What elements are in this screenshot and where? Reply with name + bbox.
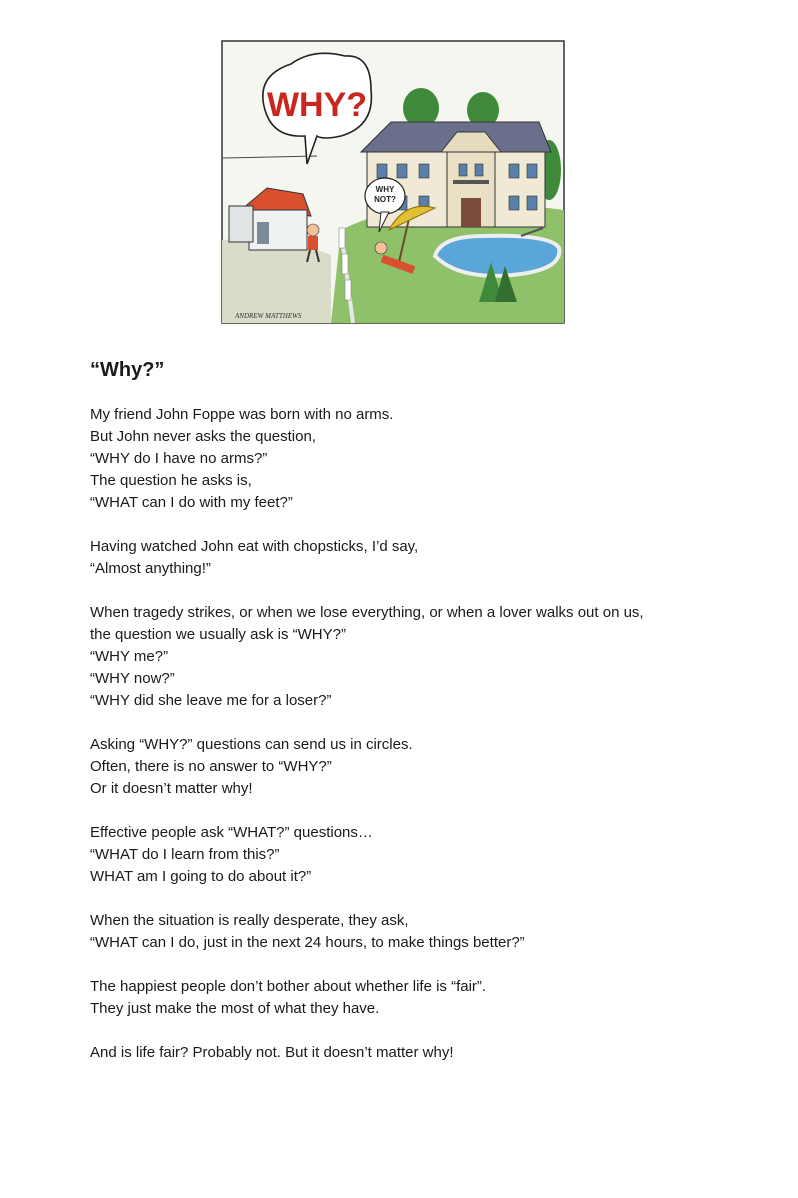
why-not-speech-line-2: NOT? [374, 195, 396, 204]
text-line: “WHY do I have no arms?” [90, 450, 268, 467]
cartoon-illustration [221, 40, 565, 324]
artist-signature: ANDREW MATTHEWS [235, 312, 302, 320]
text-line: The happiest people don’t bother about whether life is “fair”. [90, 978, 487, 995]
article-body [90, 404, 770, 1086]
why-speech-text: WHY? [266, 86, 368, 124]
text-line: “WHY me?” [90, 648, 169, 665]
text-line: “Almost anything!” [90, 560, 211, 577]
paragraph [90, 976, 770, 1020]
paragraph [90, 536, 770, 580]
text-line: My friend John Foppe was born with no arms. [90, 406, 394, 423]
text-line: They just make the most of what they have. [90, 1000, 380, 1017]
paragraph [90, 404, 770, 514]
text-line: the question we usually ask is “WHY?” [90, 626, 346, 643]
text-line: WHAT am I going to do about it?” [90, 868, 312, 885]
text-line: But John never asks the question, [90, 428, 316, 445]
paragraph [90, 910, 770, 954]
text-line: “WHY did she leave me for a loser?” [90, 692, 332, 709]
text-line: Having watched John eat with chopsticks, I’d say, [90, 538, 419, 555]
text-line: Often, there is no answer to “WHY?” [90, 758, 332, 775]
text-line: “WHY now?” [90, 670, 175, 687]
text-line: When tragedy strikes, or when we lose everything, or when a lover walks out on us, [90, 604, 644, 621]
text-line: “WHAT can I do with my feet?” [90, 494, 293, 511]
text-line: Asking “WHY?” questions can send us in circles. [90, 736, 413, 753]
text-line: When the situation is really desperate, they ask, [90, 912, 409, 929]
paragraph [90, 734, 770, 800]
paragraph [90, 822, 770, 888]
text-line: Or it doesn’t matter why! [90, 780, 253, 797]
text-line: And is life fair? Probably not. But it doesn’t matter why! [90, 1044, 454, 1061]
text-line: Effective people ask “WHAT?” questions… [90, 824, 373, 841]
page-title: “Why?” [90, 359, 165, 381]
text-line: “WHAT do I learn from this?” [90, 846, 280, 863]
cartoon-svg [221, 40, 565, 324]
text-line: The question he asks is, [90, 472, 252, 489]
why-not-speech-line-1: WHY [375, 185, 395, 194]
text-line: “WHAT can I do, just in the next 24 hours, to make things better?” [90, 934, 525, 951]
paragraph [90, 1042, 770, 1064]
paragraph [90, 602, 770, 712]
